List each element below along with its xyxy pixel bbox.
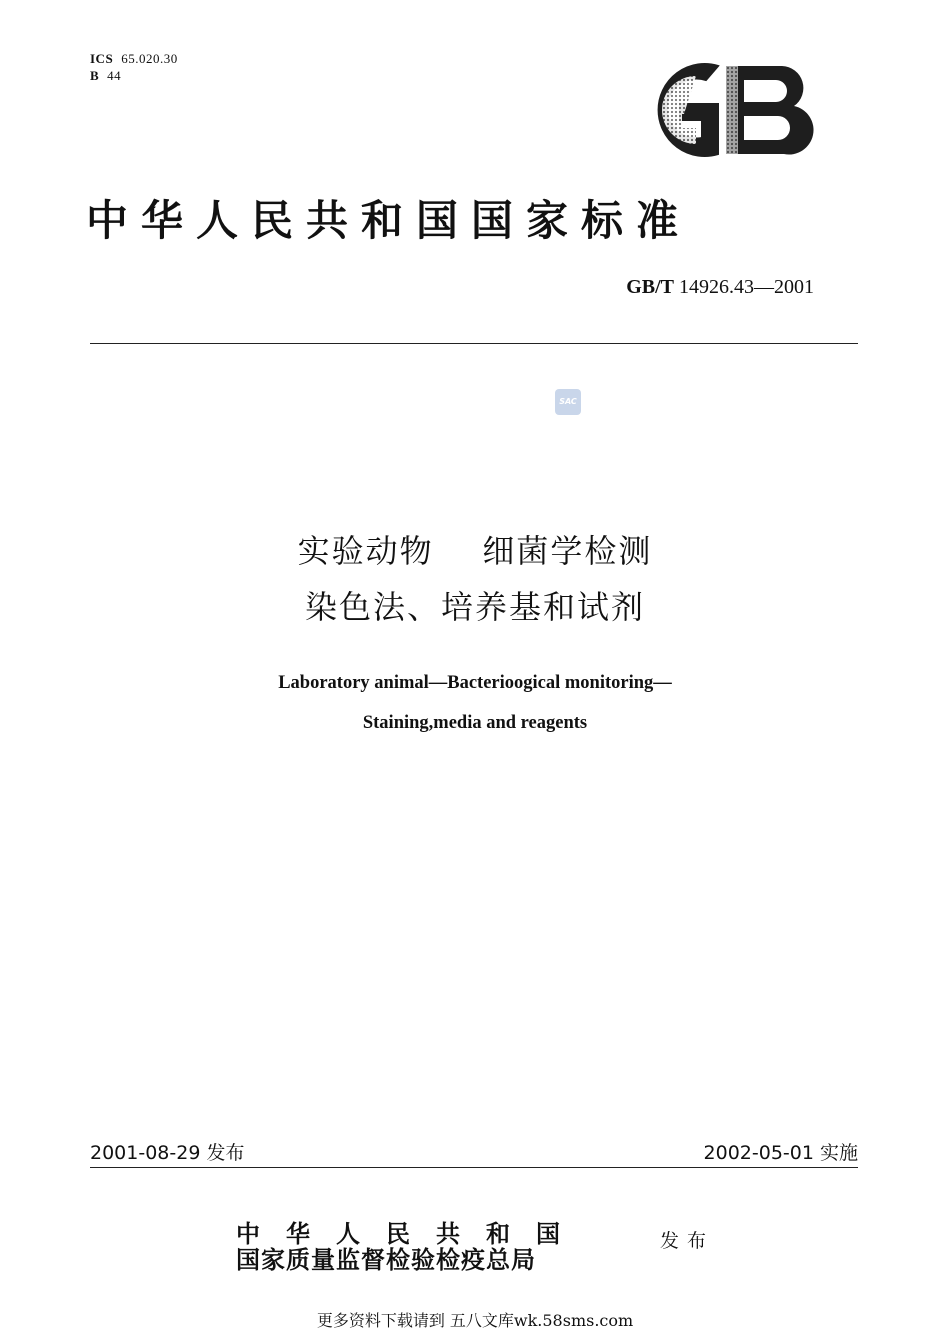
issue-date: 2001-08-29 发布: [90, 1142, 245, 1164]
title-en-line2: Staining,media and reagents: [362, 713, 588, 733]
ics-block: [90, 50, 178, 84]
title-cn-line2: 染色法、培养基和试剂: [304, 588, 645, 626]
footer-download-link[interactable]: 更多资料下载请到 五八文库wk.58sms.com: [316, 1311, 634, 1330]
sac-watermark: SAC: [555, 389, 581, 415]
national-standard-heading: 中华人民共和国国家标准: [86, 196, 692, 245]
class-value: 44: [107, 68, 122, 83]
publish-label: 发布: [660, 1230, 715, 1252]
issuer-line1: 中华人民共和国: [236, 1219, 586, 1248]
standard-prefix: GB/T: [626, 276, 674, 298]
top-divider: [90, 343, 858, 344]
title-en-line1: Laboratory animal—Bacterioogical monitoring—: [278, 673, 672, 693]
standard-number: [626, 276, 814, 299]
standard-code: 14926.43—2001: [679, 276, 814, 298]
ics-label: ICS: [90, 51, 114, 66]
class-label: B: [90, 68, 100, 83]
gb-logo-icon: [622, 58, 814, 162]
issuer-line2: 国家质量监督检验检疫总局: [236, 1245, 536, 1274]
ics-value: 65.020.30: [121, 51, 178, 66]
title-cn-line1: 实验动物 细菌学检测: [297, 532, 653, 570]
effective-date: 2002-05-01 实施: [703, 1142, 858, 1164]
bottom-divider: [90, 1167, 858, 1168]
